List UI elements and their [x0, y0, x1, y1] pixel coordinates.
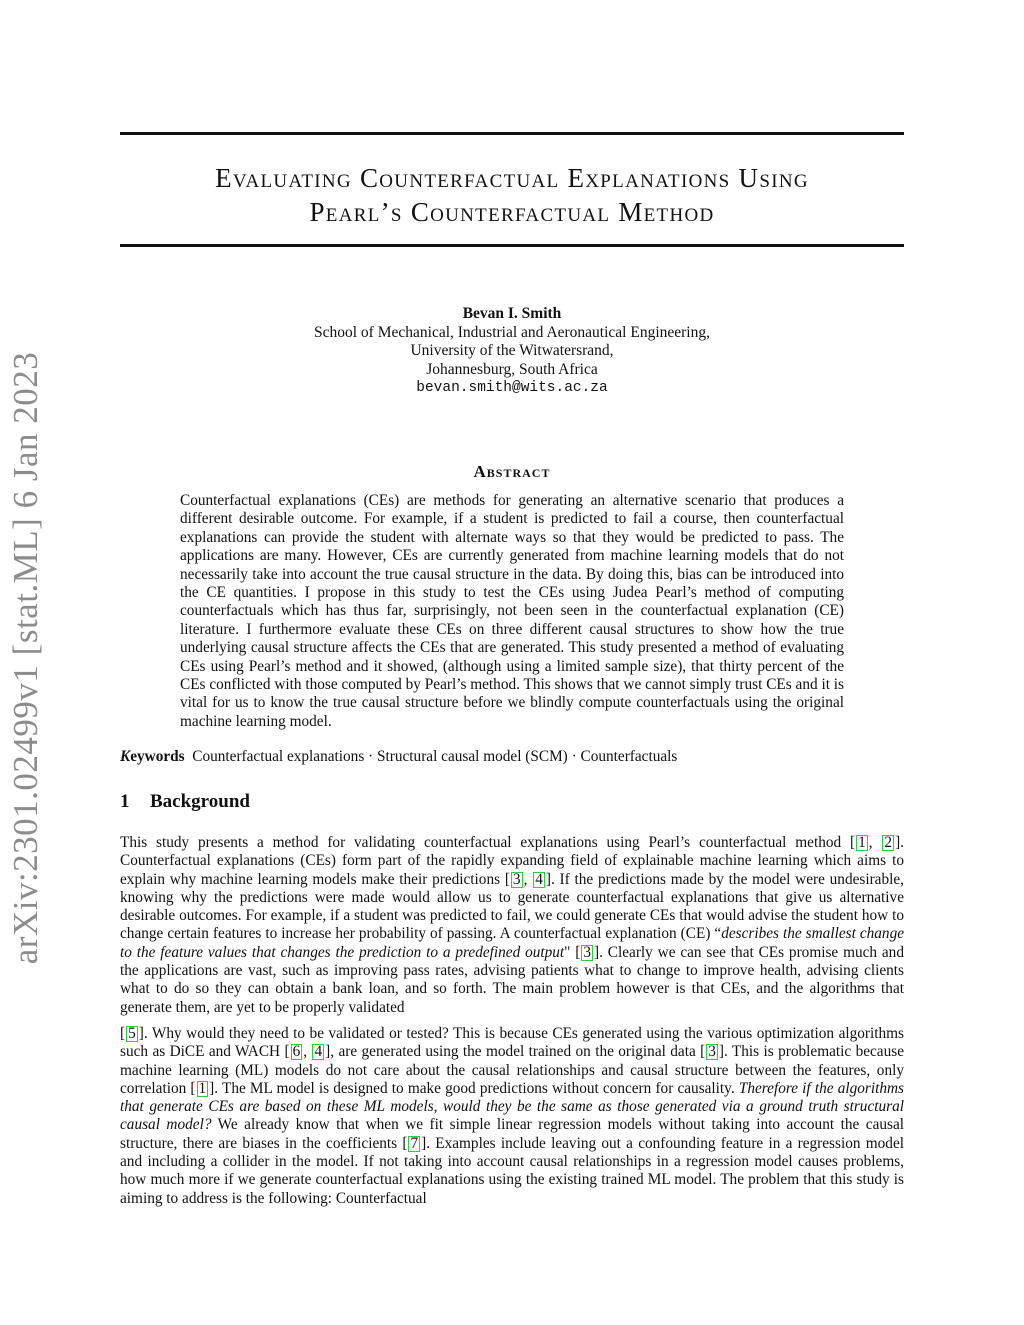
quoted-definition: describes the smallest change to the feature values that changes the prediction to a predefined output — [120, 925, 905, 961]
author-email: bevan.smith@wits.ac.za — [416, 380, 608, 396]
author-affiliation-1: School of Mechanical, Industrial and Aeronautical Engineering, — [314, 323, 710, 341]
research-question: Therefore if the algorithms that generate CEs are based on these ML models, would they be the same as those generated via a ground truth structural causal model? — [120, 1079, 904, 1134]
author-block — [120, 305, 904, 398]
section-heading — [120, 791, 250, 813]
title-line-1: Evaluating Counterfactual Explanations Using — [215, 163, 809, 193]
keywords-line — [120, 748, 904, 766]
author-affiliation-2: University of the Witwatersrand, — [410, 342, 614, 359]
citation-link[interactable]: 4 — [535, 870, 543, 888]
title-top-rule — [120, 132, 904, 135]
abstract-text: Counterfactual explanations (CEs) are methods for generating an alternative scenario that produces a different desirable outcome. For example, if a student is predicted to fail a course, then counterfactual explanations can provide the student with alternate ways so that they would be predicted to pass. The applications are many. However, CEs are currently generated from machine learning models that do not necessarily take into account the true causal structure in the data. By doing this, bias can be introduced into the CE quantities. I propose in this study to test the CEs using Judea Pearl’s method of computing counterfactuals which has thus far, surprisingly, not been seen in the counterfactual explanation (CE) literature. I furthermore evaluate these CEs on three different causal structures to show how the true underlying causal structure affects the CEs that are generated. This study presented a method of evaluating CEs using Pearl’s method and it showed, (although using a limited sample size), that thirty percent of the CEs conflicted with those computed by Pearl’s method. This shows that we cannot simply trust CEs and it is vital for us to know the true causal structure before we blindly compute counterfactuals using the original machine learning model. — [180, 492, 844, 730]
citation-link[interactable]: 6 — [292, 1043, 301, 1061]
background-paragraph-2: [ 5 ]. Why would they need to be validated or tested? This is because CEs generated using the various optimization algorithms such as DiCE and WACH [ 6 , 4 ], are generated using the model trained on the original data [ 3 ]. This is problematic because machine learning (ML) models do not care about the causal relationships and causal structure between the features, only correlation [ 1 ]. The ML model is designed to make good predictions without concern for causality. Therefore if the algorithms that generate CEs are based on these ML models, would they be the same as those generated via a ground truth structural causal model? We already know that when we fit simple linear regression models without taking into account the causal structure, there are biases in the coefficients [ 7 ]. Examples include leaving out a confounding feature in a regression model and including a collider in the model. If not taking into account causal relationships in a regression model causes problems, how much more if we generate counterfactual explanations using the existing trained ML model. The problem that this study is aiming to address is the following: Counterfactual — [120, 1025, 904, 1207]
author-name: Bevan I. Smith — [462, 305, 562, 322]
paper-title — [120, 161, 904, 229]
keywords-text: Counterfactual explanations · Structural causal model (SCM) · Counterfactuals — [192, 748, 678, 765]
citation-link[interactable]: 3 — [708, 1043, 716, 1061]
citation-link[interactable]: 3 — [512, 870, 521, 888]
section-number: 1 — [120, 791, 130, 812]
title-line-2: Pearl’s Counterfactual Method — [309, 197, 715, 227]
abstract-heading: Abstract — [473, 462, 551, 481]
title-bottom-rule — [120, 244, 904, 247]
section-title: Background — [150, 791, 250, 812]
author-affiliation-3: Johannesburg, South Africa — [426, 360, 598, 378]
citation-link[interactable]: 7 — [410, 1134, 419, 1152]
citation-link[interactable]: 3 — [583, 943, 592, 961]
citation-link[interactable]: 1 — [858, 834, 866, 851]
arxiv-side-stamp: arXiv:2301.02499v1 [stat.ML] 6 Jan 2023 — [6, 351, 45, 965]
citation-link[interactable]: 2 — [884, 834, 893, 851]
citation-link[interactable]: 5 — [128, 1025, 136, 1042]
background-paragraph-1: This study presents a method for validating counterfactual explanations using Pearl’s counterfactual method [ 1 , 2 ]. Counterfactual explanations (CEs) form part of the rapidly expanding field of explainable machine learning which aims to explain why machine learning models make their predictions [ 3 , 4 ]. If the predictions made by the model were undesirable, knowing why the predictions were made would allow us to generate counterfactual explanations that give us alternative desirable outcomes. For example, if a student was predicted to fail, we could generate CEs that would advise the student how to change certain features to increase her probability of passing. A counterfactual explanation (CE) “describes the smallest change to the feature values that changes the prediction to a predefined output" [ 3 ]. Clearly we can see that CEs promise much and the applications are vast, such as improving pass rates, advising patients what to change to improve health, advising clients what to do so they can obtain a bank loan, and so forth. The main problem however is that CEs, and the algorithms that generate them, are yet to be properly validated — [120, 834, 905, 1016]
citation-link[interactable]: 1 — [198, 1079, 207, 1097]
citation-link[interactable]: 4 — [314, 1043, 323, 1061]
keywords-label: Keywords — [120, 748, 185, 765]
